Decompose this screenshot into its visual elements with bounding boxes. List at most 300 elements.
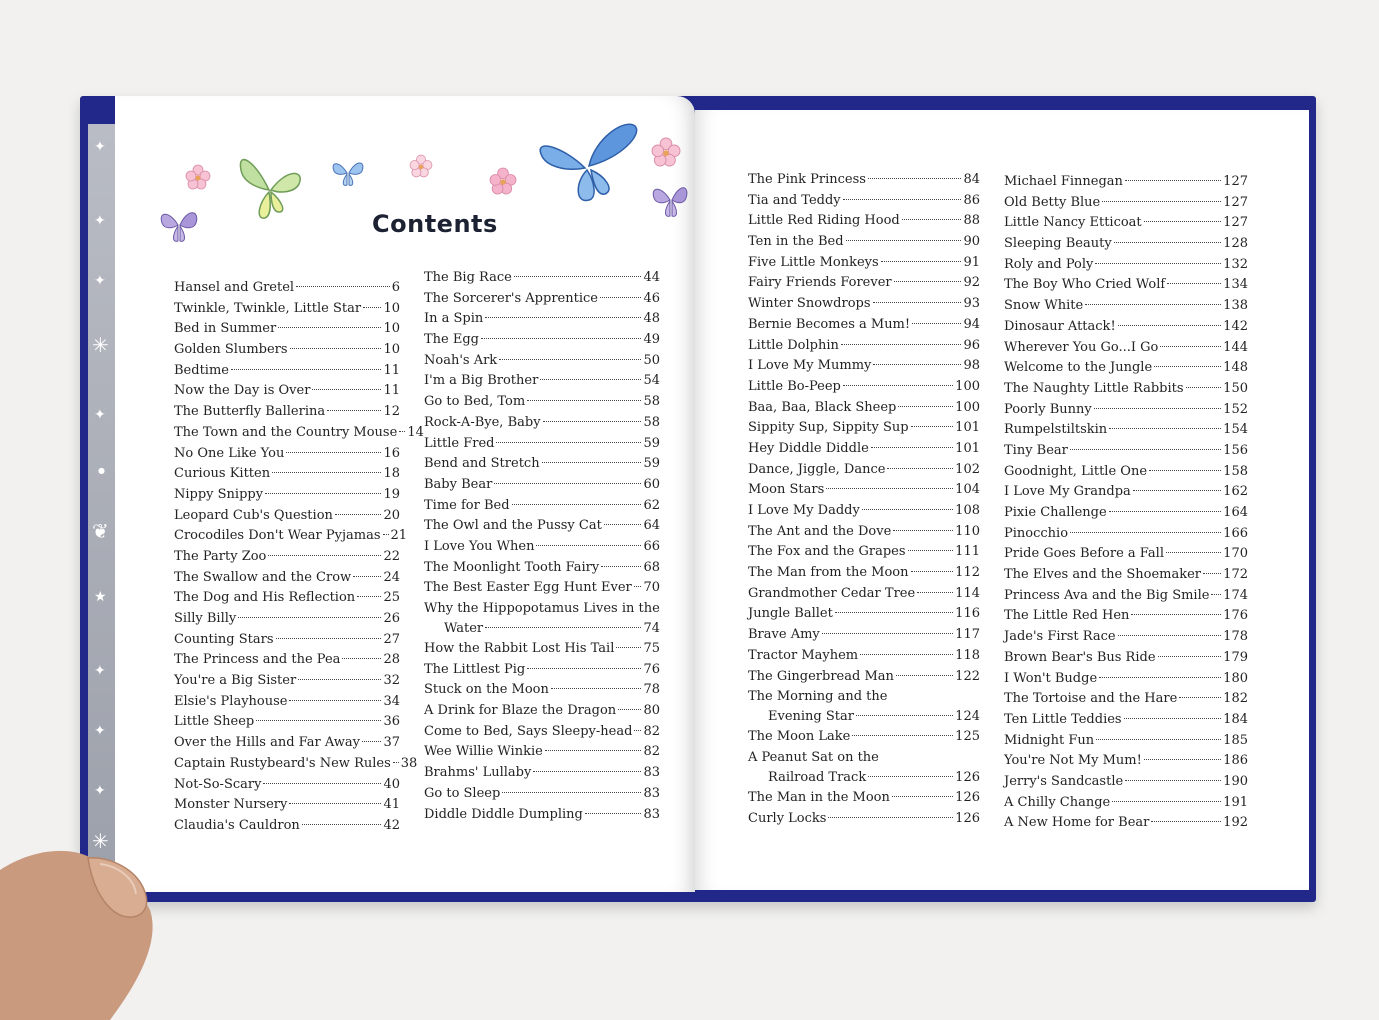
leader-dots <box>1102 201 1221 202</box>
toc-column-4 <box>1004 172 1248 834</box>
toc-entry-page: 92 <box>963 275 980 291</box>
leader-dots <box>881 261 962 262</box>
toc-entry-page: 127 <box>1223 174 1248 189</box>
toc-entry-title: The Moonlight Tooth Fairy <box>424 559 600 575</box>
leader-dots <box>327 410 381 411</box>
toc-entry-page: 18 <box>383 466 400 482</box>
toc-entry-page: 179 <box>1223 649 1248 665</box>
leader-dots <box>263 783 381 784</box>
toc-entry-page: 156 <box>1223 442 1248 458</box>
toc-entry-title: I Won't Budge <box>1004 670 1098 686</box>
toc-entry-page: 11 <box>383 383 400 399</box>
toc-entry-title: A New Home for Bear <box>1004 815 1150 831</box>
toc-entry <box>1004 565 1248 586</box>
toc-entry <box>748 809 980 830</box>
leader-dots <box>543 421 642 422</box>
leader-dots <box>363 307 381 308</box>
toc-entry-title: The Littlest Pig <box>424 661 526 677</box>
leader-dots <box>312 389 381 390</box>
leader-dots <box>822 633 953 634</box>
toc-entry-page: 176 <box>1223 608 1248 624</box>
toc-entry-title: The Moon Lake <box>748 729 851 745</box>
leader-dots <box>1112 801 1221 802</box>
toc-entry <box>748 377 980 398</box>
leader-dots <box>545 750 642 751</box>
toc-entry <box>174 630 400 651</box>
star-icon: ✦ <box>94 407 106 423</box>
toc-entry-page: 144 <box>1223 339 1248 355</box>
toc-entry-title: Roly and Poly <box>1004 256 1094 272</box>
toc-entry <box>174 423 424 444</box>
toc-entry <box>174 278 400 299</box>
toc-entry <box>1004 586 1248 607</box>
leader-dots <box>1094 408 1221 409</box>
toc-entry <box>1004 689 1248 710</box>
toc-entry-page: 66 <box>643 538 660 554</box>
leader-dots <box>1158 656 1222 657</box>
leader-dots <box>494 483 641 484</box>
leader-dots <box>846 240 962 241</box>
toc-entry <box>174 692 400 713</box>
toc-entry-title: Go to Sleep <box>424 785 501 801</box>
star-icon: ✦ <box>94 139 106 155</box>
toc-entry-page: 32 <box>383 673 400 689</box>
toc-entry <box>1004 400 1248 421</box>
toc-entry-page: 59 <box>643 435 660 451</box>
flower-icon <box>490 168 516 194</box>
leader-dots <box>917 592 953 593</box>
toc-entry-title: Golden Slumbers <box>174 342 288 358</box>
toc-entry <box>748 336 980 357</box>
leader-dots <box>862 509 953 510</box>
toc-entry-title: The Little Red Hen <box>1004 608 1130 624</box>
toc-entry <box>424 289 660 310</box>
toc-entry-title: Pride Goes Before a Fall <box>1004 546 1164 562</box>
toc-entry-page: 42 <box>383 817 400 833</box>
toc-entry-page: 132 <box>1223 256 1248 272</box>
toc-entry-title: I Love My Daddy <box>748 503 860 518</box>
toc-entry <box>748 542 980 563</box>
toc-entry-title: The Ant and the Dove <box>748 523 892 539</box>
toc-entry <box>1004 772 1248 793</box>
star-icon: ✦ <box>94 663 106 679</box>
toc-entry-page: 41 <box>383 797 400 813</box>
leader-dots <box>278 327 381 328</box>
flower-icon <box>652 138 680 166</box>
toc-entry <box>424 454 660 475</box>
toc-entry-page: 59 <box>643 456 660 472</box>
leader-dots <box>1149 470 1221 471</box>
toc-entry <box>424 660 660 681</box>
leader-dots <box>527 400 641 401</box>
toc-entry-page: 10 <box>383 300 400 316</box>
leader-dots <box>289 700 381 701</box>
toc-entry-page: 112 <box>955 565 980 581</box>
toc-entry <box>174 568 400 589</box>
leader-dots <box>353 576 381 577</box>
toc-entry-title: The Man in the Moon <box>748 789 890 805</box>
leader-dots <box>1070 449 1221 450</box>
toc-entry <box>748 646 980 667</box>
toc-entry <box>174 816 400 837</box>
toc-entry <box>748 604 980 625</box>
toc-entry <box>748 480 980 501</box>
leader-dots <box>1167 283 1221 284</box>
toc-entry-title: Grandmother Cedar Tree <box>748 585 916 601</box>
leader-dots <box>868 178 961 179</box>
leader-dots <box>856 715 953 716</box>
toc-entry <box>424 701 660 722</box>
toc-entry <box>1004 669 1248 690</box>
toc-entry-page: 50 <box>643 352 660 368</box>
toc-entry-page: 126 <box>955 810 980 826</box>
leader-dots <box>485 317 641 318</box>
toc-entry-title: Little Dolphin <box>748 337 839 353</box>
toc-entry-page: 88 <box>963 213 980 229</box>
toc-entry-page: 26 <box>383 611 400 626</box>
toc-entry-title: Elsie's Playhouse <box>174 693 288 709</box>
leader-dots <box>1109 511 1221 512</box>
leader-dots <box>860 654 953 655</box>
leader-dots <box>1144 221 1222 222</box>
toc-entry-page: 22 <box>383 548 400 564</box>
leader-dots <box>290 348 382 349</box>
toc-entry-title: Sippity Sup, Sippity Sup <box>748 420 909 436</box>
leader-dots <box>1211 594 1221 595</box>
toc-entry <box>424 722 660 743</box>
toc-entry-page: 83 <box>643 806 660 822</box>
butterfly-small-blue-icon <box>330 155 366 191</box>
toc-entry-title: Bend and Stretch <box>424 456 540 472</box>
leader-dots <box>1203 573 1221 574</box>
leader-dots <box>1154 366 1221 367</box>
toc-entry-title: Goodnight, Little One <box>1004 463 1148 479</box>
toc-entry-title: Stuck on the Moon <box>424 682 549 698</box>
toc-entry-page: 64 <box>643 518 660 534</box>
leader-dots <box>1095 263 1221 264</box>
butterfly-blue-icon <box>535 118 645 208</box>
toc-entry-page: 54 <box>643 373 660 389</box>
leader-dots <box>1085 304 1221 305</box>
leader-dots <box>499 359 641 360</box>
leader-dots <box>551 688 642 689</box>
toc-entry-page: 74 <box>643 621 660 636</box>
toc-entry-title: Ten Little Teddies <box>1004 711 1122 727</box>
toc-entry-title: I'm a Big Brother <box>424 373 539 389</box>
toc-entry <box>1004 751 1248 772</box>
toc-entry-title-continued: Evening Star <box>768 709 854 725</box>
toc-entry-page: 12 <box>383 404 400 420</box>
toc-entry-page: 82 <box>643 723 660 739</box>
toc-entry-title: The Morning and the <box>748 689 888 705</box>
toc-entry-title: In a Spin <box>424 311 484 327</box>
toc-entry-title: Little Nancy Etticoat <box>1004 215 1142 231</box>
toc-entry <box>1004 503 1248 524</box>
toc-entry-page: 125 <box>955 729 980 745</box>
toc-entry <box>174 671 400 692</box>
leader-dots <box>496 442 641 443</box>
toc-entry-page: 90 <box>963 234 980 250</box>
leader-dots <box>383 534 389 535</box>
leader-dots <box>1131 614 1221 615</box>
toc-entry <box>748 788 980 809</box>
toc-entry-title: Tiny Bear <box>1004 442 1068 458</box>
toc-entry-page: 10 <box>383 321 400 337</box>
toc-entry-page: 91 <box>963 254 980 270</box>
leader-dots <box>357 596 381 597</box>
toc-entry <box>424 496 660 517</box>
leader-dots <box>600 297 641 298</box>
leader-dots <box>485 627 641 628</box>
toc-entry-page: 96 <box>963 337 980 353</box>
toc-entry-title: The Town and the Country Mouse <box>174 424 398 440</box>
leader-dots <box>302 824 382 825</box>
toc-entry <box>174 733 400 754</box>
toc-entry-page: 28 <box>383 652 400 668</box>
toc-entry <box>174 775 400 796</box>
toc-entry-title: Little Red Riding Hood <box>748 213 900 229</box>
toc-entry <box>1004 379 1248 400</box>
toc-entry-page: 40 <box>383 776 400 792</box>
toc-entry-page: 83 <box>643 765 660 781</box>
leader-dots <box>512 504 642 505</box>
toc-entry <box>424 639 660 660</box>
leader-dots <box>399 431 405 432</box>
toc-entry-page: 180 <box>1223 670 1248 686</box>
toc-entry-page: 164 <box>1223 505 1248 520</box>
leader-dots <box>265 493 381 494</box>
toc-entry-title: Dinosaur Attack! <box>1004 318 1116 334</box>
toc-entry-page: 124 <box>955 709 980 725</box>
toc-entry-title: The Sorcerer's Apprentice <box>424 290 598 306</box>
toc-entry-page: 11 <box>383 362 400 378</box>
toc-entry-page: 128 <box>1223 236 1248 252</box>
toc-entry <box>424 578 660 599</box>
toc-entry-page: 68 <box>643 559 660 575</box>
toc-entry-title: Old Betty Blue <box>1004 194 1101 210</box>
toc-entry-page: 101 <box>955 420 980 436</box>
star-icon: ✦ <box>94 213 106 229</box>
toc-entry-title: The Butterfly Ballerina <box>174 404 326 420</box>
toc-entry-title: Jerry's Sandcastle <box>1004 773 1124 789</box>
toc-entry-page: 60 <box>643 476 660 492</box>
toc-entry <box>424 680 660 701</box>
toc-entry <box>424 268 660 289</box>
leader-dots <box>1109 428 1221 429</box>
toc-entry-title: The Princess and the Pea <box>174 652 341 668</box>
toc-entry-title-continued: Railroad Track <box>768 769 867 785</box>
toc-entry <box>1004 648 1248 669</box>
toc-entry-title: Dance, Jiggle, Dance <box>748 461 886 477</box>
leader-dots <box>1151 821 1221 822</box>
toc-entry-page: 190 <box>1223 773 1248 789</box>
leader-dots <box>298 679 381 680</box>
hand <box>0 830 160 1020</box>
toc-entry <box>424 599 660 639</box>
leader-dots <box>616 647 641 648</box>
toc-entry-title: The Fox and the Grapes <box>748 544 906 560</box>
leader-dots <box>502 792 641 793</box>
butterfly-purple-icon <box>650 180 690 220</box>
butterfly-green-icon <box>235 150 305 225</box>
toc-entry-page: 127 <box>1223 194 1248 210</box>
toc-entry-title: Pinocchio <box>1004 525 1069 541</box>
toc-entry-page: 186 <box>1223 753 1248 769</box>
toc-entry-title: The Egg <box>424 332 480 348</box>
leader-dots <box>892 796 953 797</box>
toc-entry <box>174 526 408 547</box>
dot-icon: ● <box>98 466 105 475</box>
toc-entry <box>748 418 980 439</box>
leader-dots <box>898 406 953 407</box>
toc-entry <box>174 754 418 775</box>
leader-dots <box>533 771 641 772</box>
toc-entry-title: The Owl and the Pussy Cat <box>424 518 602 534</box>
toc-entry-page: 6 <box>391 280 400 295</box>
toc-entry-page: 37 <box>383 735 400 751</box>
leader-dots <box>871 447 953 448</box>
toc-entry <box>174 340 400 361</box>
toc-entry-page: 100 <box>955 399 980 415</box>
toc-entry-page: 16 <box>383 445 400 461</box>
toc-entry <box>1004 524 1248 545</box>
toc-entry <box>174 588 400 609</box>
toc-entry <box>1004 420 1248 441</box>
toc-entry-title: Brown Bear's Bus Ride <box>1004 649 1156 665</box>
toc-entry-page: 101 <box>955 440 980 456</box>
toc-entry <box>174 319 400 340</box>
leader-dots <box>826 488 953 489</box>
leader-dots <box>342 658 381 659</box>
toc-entry-title: No One Like You <box>174 445 285 461</box>
leader-dots <box>843 385 953 386</box>
leader-dots <box>1160 346 1221 347</box>
toc-entry <box>424 392 660 413</box>
leader-dots <box>841 344 962 345</box>
leader-dots <box>393 762 399 763</box>
toc-entry-title: The Naughty Little Rabbits <box>1004 380 1184 396</box>
toc-entry <box>1004 317 1248 338</box>
leader-dots <box>887 468 953 469</box>
toc-entry <box>1004 338 1248 359</box>
leader-dots <box>238 617 381 618</box>
toc-entry-title: The Dog and His Reflection <box>174 590 356 606</box>
toc-entry-page: 154 <box>1223 422 1248 438</box>
toc-entry-page: 76 <box>643 661 660 677</box>
toc-entry <box>748 253 980 274</box>
toc-entry-page: 104 <box>955 482 980 498</box>
toc-entry-page: 114 <box>955 585 980 601</box>
toc-entry <box>748 460 980 481</box>
toc-entry-title: Midnight Fun <box>1004 732 1095 748</box>
toc-entry-page: 78 <box>643 682 660 698</box>
toc-entry-title: Brave Amy <box>748 627 820 643</box>
snowflake-icon: ✳ <box>92 333 109 357</box>
toc-entry <box>1004 710 1248 731</box>
toc-entry-title: You're Not My Mum! <box>1004 753 1142 769</box>
toc-entry <box>174 609 400 630</box>
toc-entry-title-continued: Water <box>444 621 484 636</box>
toc-entry-title: Tia and Teddy <box>748 192 841 208</box>
leader-dots <box>911 426 954 427</box>
leader-dots <box>542 462 642 463</box>
toc-entry <box>748 273 980 294</box>
toc-entry-page: 98 <box>963 358 980 374</box>
toc-entry-page: 94 <box>963 316 980 332</box>
leader-dots <box>231 369 381 370</box>
toc-entry-title: Brahms' Lullaby <box>424 765 532 781</box>
toc-entry <box>424 434 660 455</box>
flower-icon <box>410 155 432 177</box>
toc-entry-title: The Boy Who Cried Wolf <box>1004 277 1166 293</box>
leader-dots <box>1186 387 1222 388</box>
toc-entry <box>1004 213 1248 234</box>
toc-entry-page: 110 <box>955 523 980 539</box>
leader-dots <box>896 675 953 676</box>
toc-entry-title: Claudia's Cauldron <box>174 817 300 833</box>
toc-entry-page: 178 <box>1223 629 1248 645</box>
toc-entry-title: Baby Bear <box>424 476 493 492</box>
toc-entry <box>748 687 980 727</box>
leader-dots <box>1118 635 1222 636</box>
leader-dots <box>540 379 641 380</box>
toc-entry-title: Snow White <box>1004 298 1084 314</box>
toc-entry <box>424 475 660 496</box>
toc-entry <box>1004 606 1248 627</box>
toc-entry <box>748 170 980 191</box>
toc-entry <box>424 516 660 537</box>
toc-entry-page: 122 <box>955 668 980 684</box>
toc-entry-title: Bernie Becomes a Mum! <box>748 316 911 332</box>
toc-column-1 <box>174 278 424 837</box>
toc-entry-title: Moon Stars <box>748 482 825 498</box>
leader-dots <box>1124 718 1222 719</box>
toc-entry-title: I Love My Grandpa <box>1004 484 1131 500</box>
leader-dots <box>601 566 641 567</box>
toc-entry <box>174 381 400 402</box>
toc-entry-title: Rumpelstiltskin <box>1004 422 1108 438</box>
flower-icon <box>186 165 210 189</box>
toc-entry-title: Why the Hippopotamus Lives in the <box>424 601 660 616</box>
leader-dots <box>604 524 642 525</box>
leader-dots <box>585 813 642 814</box>
toc-entry-title: The Gingerbread Man <box>748 668 894 684</box>
toc-entry-page: 148 <box>1223 360 1248 376</box>
toc-entry-page: 19 <box>383 486 400 502</box>
toc-entry-title: Wherever You Go...I Go <box>1004 339 1159 355</box>
toc-entry-page: 108 <box>955 503 980 518</box>
toc-entry <box>748 439 980 460</box>
leader-dots <box>286 452 381 453</box>
toc-entry-page: 46 <box>643 290 660 306</box>
toc-entry-page: 70 <box>643 580 660 596</box>
toc-entry <box>1004 172 1248 193</box>
toc-entry <box>1004 255 1248 276</box>
toc-entry <box>424 330 660 351</box>
toc-entry <box>424 371 660 392</box>
leader-dots <box>514 276 642 277</box>
toc-entry-page: 117 <box>955 627 980 643</box>
toc-entry-title: Pixie Challenge <box>1004 505 1107 520</box>
toc-entry-title: Princess Ava and the Big Smile <box>1004 587 1210 603</box>
toc-entry <box>424 351 660 372</box>
toc-entry-page: 49 <box>643 332 660 348</box>
toc-entry-page: 84 <box>963 172 980 187</box>
toc-entry-page: 174 <box>1223 587 1248 603</box>
leader-dots <box>894 281 962 282</box>
leader-dots <box>1096 739 1221 740</box>
toc-entry-title: The Swallow and the Crow <box>174 569 352 585</box>
